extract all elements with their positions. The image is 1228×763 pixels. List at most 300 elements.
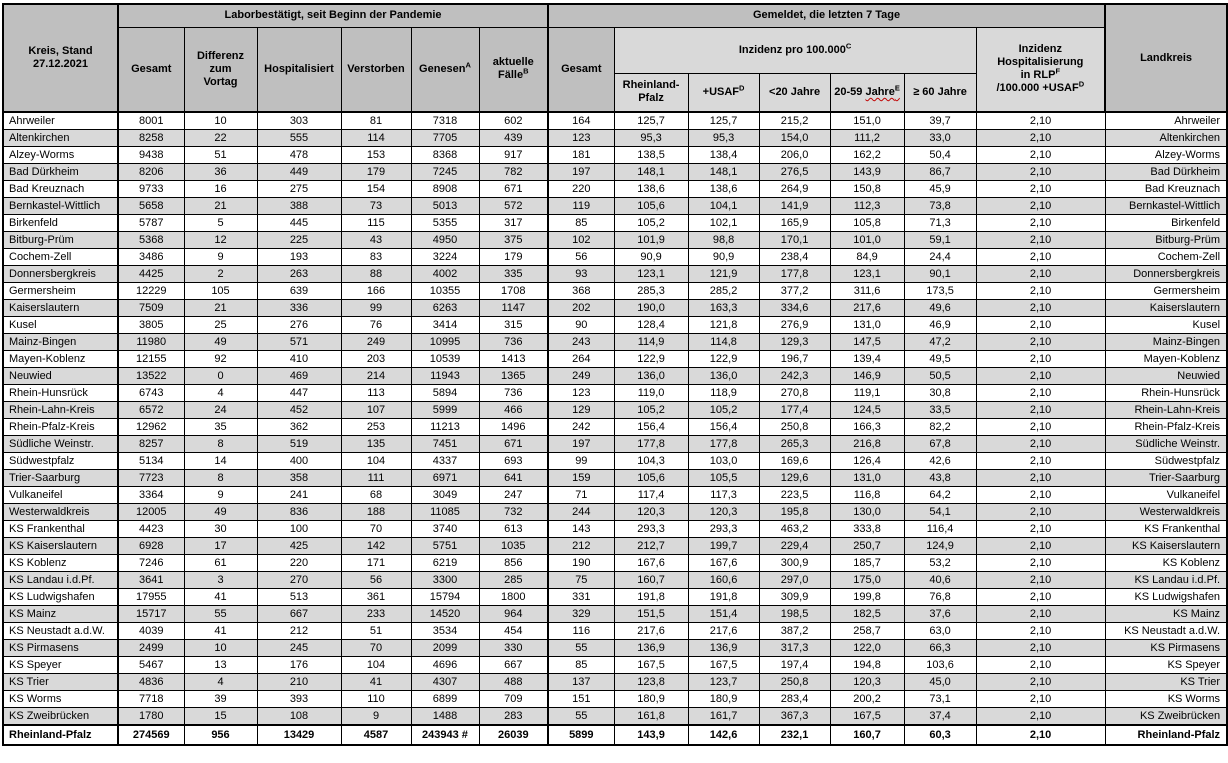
- cell-aktuelle-faelle: 602: [479, 112, 548, 130]
- cell-inzidenz-hospitalisierung: 2,10: [976, 555, 1105, 572]
- cell-inzidenz-hospitalisierung: 2,10: [976, 130, 1105, 147]
- cell-inzidenz-hospitalisierung: 2,10: [976, 334, 1105, 351]
- cell-inzidenz-ueber-60: 47,2: [904, 334, 976, 351]
- kreis-name: Mayen-Koblenz: [3, 351, 118, 368]
- cell-genesen: 11213: [411, 419, 479, 436]
- cell-aktuelle-faelle: 375: [479, 232, 548, 249]
- cell-inzidenz-rlp: 105,2: [614, 215, 688, 232]
- cell-inzidenz-ueber-60: 103,6: [904, 657, 976, 674]
- landkreis-name: KS Pirmasens: [1105, 640, 1227, 657]
- cell-hospitalisiert: 410: [257, 351, 341, 368]
- cell-differenz-vortag: 61: [184, 555, 257, 572]
- cell-genesen: 14520: [411, 606, 479, 623]
- cell-hospitalisiert: 225: [257, 232, 341, 249]
- cell-gesamt-7-tage: 116: [548, 623, 614, 640]
- landkreis-name: Germersheim: [1105, 283, 1227, 300]
- cell-inzidenz-hospitalisierung: 2,10: [976, 674, 1105, 691]
- cell-genesen: 8908: [411, 181, 479, 198]
- genesen-label: Genesen: [419, 62, 466, 75]
- cell-inzidenz-20-59: 105,8: [830, 215, 904, 232]
- cell-aktuelle-faelle: 641: [479, 470, 548, 487]
- cell-inzidenz-rlp: 293,3: [614, 521, 688, 538]
- cell-inzidenz-ueber-60: 76,8: [904, 589, 976, 606]
- cell-inzidenz-usaf: 104,1: [688, 198, 759, 215]
- col-usaf: [688, 73, 759, 112]
- table-row: [3, 436, 1227, 453]
- cell-inzidenz-usaf: 285,2: [688, 283, 759, 300]
- kreis-name: Rhein-Hunsrück: [3, 385, 118, 402]
- cell-inzidenz-hospitalisierung: 2,10: [976, 538, 1105, 555]
- cell-inzidenz-hospitalisierung: 2,10: [976, 385, 1105, 402]
- cell-gesamt-pandemie: 13522: [118, 368, 184, 385]
- cell-aktuelle-faelle: 736: [479, 385, 548, 402]
- cell-inzidenz-20-59: 101,0: [830, 232, 904, 249]
- cell-verstorben: 111: [341, 470, 411, 487]
- cell-differenz-vortag: 105: [184, 283, 257, 300]
- cell-inzidenz-ueber-60: 33,5: [904, 402, 976, 419]
- cell-gesamt-pandemie: 7723: [118, 470, 184, 487]
- table-row: [3, 725, 1227, 745]
- cell-aktuelle-faelle: 964: [479, 606, 548, 623]
- cell-inzidenz-ueber-60: 63,0: [904, 623, 976, 640]
- cell-inzidenz-ueber-60: 64,2: [904, 487, 976, 504]
- cell-inzidenz-unter-20: 129,6: [759, 470, 830, 487]
- cell-differenz-vortag: 16: [184, 181, 257, 198]
- cell-inzidenz-ueber-60: 54,1: [904, 504, 976, 521]
- cell-inzidenz-rlp: 105,6: [614, 470, 688, 487]
- cell-aktuelle-faelle: 693: [479, 453, 548, 470]
- table-row: [3, 708, 1227, 726]
- cell-inzidenz-20-59: 151,0: [830, 112, 904, 130]
- cell-differenz-vortag: 9: [184, 487, 257, 504]
- cell-inzidenz-20-59: 194,8: [830, 657, 904, 674]
- table-row: [3, 572, 1227, 589]
- cell-inzidenz-20-59: 119,1: [830, 385, 904, 402]
- cell-gesamt-7-tage: 159: [548, 470, 614, 487]
- cell-genesen: 1488: [411, 708, 479, 726]
- kreis-name: Donnersbergkreis: [3, 266, 118, 283]
- cell-aktuelle-faelle: 613: [479, 521, 548, 538]
- cell-inzidenz-ueber-60: 39,7: [904, 112, 976, 130]
- cell-differenz-vortag: 0: [184, 368, 257, 385]
- cell-inzidenz-usaf: 103,0: [688, 453, 759, 470]
- kreis-name: Vulkaneifel: [3, 487, 118, 504]
- cell-differenz-vortag: 2: [184, 266, 257, 283]
- cell-inzidenz-20-59: 167,5: [830, 708, 904, 726]
- col-20-59-jahre: [830, 73, 904, 112]
- cell-inzidenz-ueber-60: 50,4: [904, 147, 976, 164]
- cell-hospitalisiert: 13429: [257, 725, 341, 745]
- cell-inzidenz-unter-20: 223,5: [759, 487, 830, 504]
- cell-inzidenz-20-59: 126,4: [830, 453, 904, 470]
- cell-verstorben: 171: [341, 555, 411, 572]
- cell-inzidenz-hospitalisierung: 2,10: [976, 249, 1105, 266]
- table-row: [3, 385, 1227, 402]
- cell-gesamt-pandemie: 6572: [118, 402, 184, 419]
- cell-gesamt-7-tage: 5899: [548, 725, 614, 745]
- cell-inzidenz-unter-20: 276,9: [759, 317, 830, 334]
- cell-inzidenz-ueber-60: 66,3: [904, 640, 976, 657]
- cell-verstorben: 249: [341, 334, 411, 351]
- cell-inzidenz-hospitalisierung: 2,10: [976, 725, 1105, 745]
- cell-genesen: 243943 #: [411, 725, 479, 745]
- cell-inzidenz-ueber-60: 53,2: [904, 555, 976, 572]
- table-row: [3, 249, 1227, 266]
- cell-verstorben: 104: [341, 453, 411, 470]
- cell-gesamt-7-tage: 123: [548, 130, 614, 147]
- cell-gesamt-7-tage: 56: [548, 249, 614, 266]
- cell-gesamt-pandemie: 12962: [118, 419, 184, 436]
- cell-inzidenz-rlp: 167,6: [614, 555, 688, 572]
- cell-aktuelle-faelle: 671: [479, 181, 548, 198]
- cell-gesamt-pandemie: 9438: [118, 147, 184, 164]
- cell-inzidenz-unter-20: 265,3: [759, 436, 830, 453]
- col-genesen: [411, 27, 479, 112]
- landkreis-name: KS Mainz: [1105, 606, 1227, 623]
- cell-inzidenz-rlp: 125,7: [614, 112, 688, 130]
- cell-inzidenz-usaf: 199,7: [688, 538, 759, 555]
- differenz-line2: zum: [209, 62, 232, 75]
- cell-hospitalisiert: 449: [257, 164, 341, 181]
- cell-hospitalisiert: 452: [257, 402, 341, 419]
- cell-inzidenz-hospitalisierung: 2,10: [976, 232, 1105, 249]
- cell-gesamt-7-tage: 190: [548, 555, 614, 572]
- cell-gesamt-7-tage: 164: [548, 112, 614, 130]
- landkreis-name: KS Speyer: [1105, 657, 1227, 674]
- cell-verstorben: 253: [341, 419, 411, 436]
- cell-gesamt-7-tage: 331: [548, 589, 614, 606]
- cell-inzidenz-usaf: 95,3: [688, 130, 759, 147]
- cell-inzidenz-rlp: 123,8: [614, 674, 688, 691]
- cell-differenz-vortag: 21: [184, 198, 257, 215]
- table-row: [3, 112, 1227, 130]
- table-row: [3, 300, 1227, 317]
- cell-inzidenz-ueber-60: 37,4: [904, 708, 976, 726]
- cell-gesamt-7-tage: 71: [548, 487, 614, 504]
- cell-inzidenz-20-59: 111,2: [830, 130, 904, 147]
- cell-inzidenz-rlp: 114,9: [614, 334, 688, 351]
- cell-gesamt-7-tage: 55: [548, 708, 614, 726]
- cell-gesamt-pandemie: 12155: [118, 351, 184, 368]
- landkreis-name: Bernkastel-Wittlich: [1105, 198, 1227, 215]
- cell-inzidenz-ueber-60: 30,8: [904, 385, 976, 402]
- cell-inzidenz-hospitalisierung: 2,10: [976, 436, 1105, 453]
- cell-inzidenz-usaf: 121,9: [688, 266, 759, 283]
- cell-inzidenz-unter-20: 196,7: [759, 351, 830, 368]
- kreis-name: KS Speyer: [3, 657, 118, 674]
- cell-inzidenz-ueber-60: 37,6: [904, 606, 976, 623]
- cell-inzidenz-unter-20: 169,6: [759, 453, 830, 470]
- cell-gesamt-pandemie: 1780: [118, 708, 184, 726]
- cell-aktuelle-faelle: 1708: [479, 283, 548, 300]
- cell-inzidenz-hospitalisierung: 2,10: [976, 351, 1105, 368]
- cell-inzidenz-ueber-60: 86,7: [904, 164, 976, 181]
- cell-inzidenz-20-59: 333,8: [830, 521, 904, 538]
- cell-inzidenz-ueber-60: 49,5: [904, 351, 976, 368]
- cell-genesen: 6899: [411, 691, 479, 708]
- kreis-name: Südwestpfalz: [3, 453, 118, 470]
- cell-hospitalisiert: 400: [257, 453, 341, 470]
- cell-verstorben: 135: [341, 436, 411, 453]
- cell-verstorben: 56: [341, 572, 411, 589]
- cell-aktuelle-faelle: 1800: [479, 589, 548, 606]
- cell-inzidenz-20-59: 146,9: [830, 368, 904, 385]
- cell-gesamt-7-tage: 202: [548, 300, 614, 317]
- cell-hospitalisiert: 519: [257, 436, 341, 453]
- landkreis-name: Ahrweiler: [1105, 112, 1227, 130]
- landkreis-name: Vulkaneifel: [1105, 487, 1227, 504]
- cell-gesamt-7-tage: 143: [548, 521, 614, 538]
- cell-inzidenz-20-59: 250,7: [830, 538, 904, 555]
- cell-genesen: 5355: [411, 215, 479, 232]
- cell-verstorben: 110: [341, 691, 411, 708]
- cell-hospitalisiert: 210: [257, 674, 341, 691]
- landkreis-name: Südwestpfalz: [1105, 453, 1227, 470]
- cell-inzidenz-usaf: 156,4: [688, 419, 759, 436]
- kreis-name: Rhein-Lahn-Kreis: [3, 402, 118, 419]
- cell-differenz-vortag: 41: [184, 589, 257, 606]
- cell-inzidenz-20-59: 112,3: [830, 198, 904, 215]
- kreis-name: KS Koblenz: [3, 555, 118, 572]
- cell-inzidenz-rlp: 105,2: [614, 402, 688, 419]
- landkreis-name: Bitburg-Prüm: [1105, 232, 1227, 249]
- cell-inzidenz-usaf: 102,1: [688, 215, 759, 232]
- cell-inzidenz-usaf: 161,7: [688, 708, 759, 726]
- cell-inzidenz-hospitalisierung: 2,10: [976, 691, 1105, 708]
- cell-gesamt-pandemie: 5787: [118, 215, 184, 232]
- cell-hospitalisiert: 108: [257, 708, 341, 726]
- cell-inzidenz-rlp: 101,9: [614, 232, 688, 249]
- cell-hospitalisiert: 639: [257, 283, 341, 300]
- cell-gesamt-7-tage: 119: [548, 198, 614, 215]
- kreis-name: Rheinland-Pfalz: [3, 725, 118, 745]
- cell-inzidenz-hospitalisierung: 2,10: [976, 470, 1105, 487]
- cell-inzidenz-unter-20: 141,9: [759, 198, 830, 215]
- cell-genesen: 7245: [411, 164, 479, 181]
- cell-genesen: 6219: [411, 555, 479, 572]
- kreis-name: Südliche Weinstr.: [3, 436, 118, 453]
- cell-differenz-vortag: 49: [184, 504, 257, 521]
- cell-differenz-vortag: 51: [184, 147, 257, 164]
- cell-differenz-vortag: 9: [184, 249, 257, 266]
- cell-hospitalisiert: 245: [257, 640, 341, 657]
- cell-gesamt-7-tage: 243: [548, 334, 614, 351]
- cell-inzidenz-rlp: 136,0: [614, 368, 688, 385]
- aktuelle-footnote: B: [523, 66, 529, 76]
- cell-verstorben: 179: [341, 164, 411, 181]
- cell-inzidenz-rlp: 212,7: [614, 538, 688, 555]
- landkreis-name: Neuwied: [1105, 368, 1227, 385]
- cell-genesen: 4337: [411, 453, 479, 470]
- cell-inzidenz-unter-20: 300,9: [759, 555, 830, 572]
- cell-differenz-vortag: 30: [184, 521, 257, 538]
- cell-aktuelle-faelle: 488: [479, 674, 548, 691]
- cell-differenz-vortag: 24: [184, 402, 257, 419]
- cell-genesen: 4307: [411, 674, 479, 691]
- kreis-name: KS Pirmasens: [3, 640, 118, 657]
- cell-verstorben: 99: [341, 300, 411, 317]
- cell-inzidenz-usaf: 148,1: [688, 164, 759, 181]
- cell-hospitalisiert: 478: [257, 147, 341, 164]
- cell-gesamt-pandemie: 12005: [118, 504, 184, 521]
- cell-inzidenz-usaf: 136,9: [688, 640, 759, 657]
- cell-differenz-vortag: 14: [184, 453, 257, 470]
- col-rheinland-pfalz: [614, 73, 688, 112]
- cell-gesamt-7-tage: 197: [548, 436, 614, 453]
- cell-genesen: 8368: [411, 147, 479, 164]
- cell-verstorben: 51: [341, 623, 411, 640]
- cell-genesen: 3534: [411, 623, 479, 640]
- cell-inzidenz-unter-20: 232,1: [759, 725, 830, 745]
- cell-aktuelle-faelle: 454: [479, 623, 548, 640]
- table-row: [3, 538, 1227, 555]
- cell-inzidenz-rlp: 177,8: [614, 436, 688, 453]
- cell-inzidenz-rlp: 90,9: [614, 249, 688, 266]
- cell-inzidenz-20-59: 200,2: [830, 691, 904, 708]
- cell-inzidenz-rlp: 191,8: [614, 589, 688, 606]
- jahre-20-59-word: Jahre: [865, 85, 895, 98]
- cell-hospitalisiert: 358: [257, 470, 341, 487]
- cell-aktuelle-faelle: 335: [479, 266, 548, 283]
- cell-inzidenz-usaf: 98,8: [688, 232, 759, 249]
- cell-gesamt-pandemie: 8257: [118, 436, 184, 453]
- cell-verstorben: 41: [341, 674, 411, 691]
- cell-inzidenz-usaf: 293,3: [688, 521, 759, 538]
- table-row: [3, 368, 1227, 385]
- cell-differenz-vortag: 5: [184, 215, 257, 232]
- kreis-name: Trier-Saarburg: [3, 470, 118, 487]
- cell-aktuelle-faelle: 317: [479, 215, 548, 232]
- cell-inzidenz-rlp: 122,9: [614, 351, 688, 368]
- cell-gesamt-7-tage: 90: [548, 317, 614, 334]
- cell-differenz-vortag: 35: [184, 419, 257, 436]
- table-row: [3, 266, 1227, 283]
- cell-inzidenz-usaf: 160,6: [688, 572, 759, 589]
- cell-genesen: 3414: [411, 317, 479, 334]
- cell-gesamt-pandemie: 3486: [118, 249, 184, 266]
- landkreis-name: Rhein-Hunsrück: [1105, 385, 1227, 402]
- cell-inzidenz-ueber-60: 33,0: [904, 130, 976, 147]
- cell-inzidenz-unter-20: 242,3: [759, 368, 830, 385]
- cell-inzidenz-20-59: 120,3: [830, 674, 904, 691]
- landkreis-name: Mayen-Koblenz: [1105, 351, 1227, 368]
- landkreis-name: KS Landau i.d.Pf.: [1105, 572, 1227, 589]
- cell-inzidenz-hospitalisierung: 2,10: [976, 147, 1105, 164]
- cell-verstorben: 113: [341, 385, 411, 402]
- cell-inzidenz-20-59: 217,6: [830, 300, 904, 317]
- cell-inzidenz-unter-20: 367,3: [759, 708, 830, 726]
- cell-inzidenz-ueber-60: 82,2: [904, 419, 976, 436]
- cell-inzidenz-hospitalisierung: 2,10: [976, 198, 1105, 215]
- col-gesamt-pandemie: Gesamt: [118, 27, 184, 112]
- cell-inzidenz-rlp: 128,4: [614, 317, 688, 334]
- cell-inzidenz-ueber-60: 24,4: [904, 249, 976, 266]
- landkreis-name: Trier-Saarburg: [1105, 470, 1227, 487]
- cell-inzidenz-hospitalisierung: 2,10: [976, 283, 1105, 300]
- landkreis-name: Südliche Weinstr.: [1105, 436, 1227, 453]
- cell-aktuelle-faelle: 856: [479, 555, 548, 572]
- inzidenz-label: Inzidenz pro 100.000: [738, 43, 846, 56]
- cell-inzidenz-unter-20: 250,8: [759, 419, 830, 436]
- kreis-name: Neuwied: [3, 368, 118, 385]
- kreis-name: Mainz-Bingen: [3, 334, 118, 351]
- cell-inzidenz-hospitalisierung: 2,10: [976, 453, 1105, 470]
- jahre-20-59-prefix: 20-59: [834, 85, 866, 98]
- cell-gesamt-7-tage: 220: [548, 181, 614, 198]
- col-unter-20-jahre: <20 Jahre: [759, 73, 830, 112]
- table-row: [3, 283, 1227, 300]
- cell-gesamt-7-tage: 151: [548, 691, 614, 708]
- cell-verstorben: 214: [341, 368, 411, 385]
- cell-hospitalisiert: 388: [257, 198, 341, 215]
- cell-inzidenz-ueber-60: 116,4: [904, 521, 976, 538]
- cell-hospitalisiert: 362: [257, 419, 341, 436]
- cell-inzidenz-usaf: 105,5: [688, 470, 759, 487]
- cell-differenz-vortag: 8: [184, 470, 257, 487]
- kreis-name: Altenkirchen: [3, 130, 118, 147]
- cell-hospitalisiert: 276: [257, 317, 341, 334]
- cell-aktuelle-faelle: 315: [479, 317, 548, 334]
- cell-inzidenz-20-59: 160,7: [830, 725, 904, 745]
- cell-inzidenz-rlp: 117,4: [614, 487, 688, 504]
- cell-inzidenz-usaf: 90,9: [688, 249, 759, 266]
- cell-hospitalisiert: 336: [257, 300, 341, 317]
- differenz-line1: Differenz: [196, 49, 245, 62]
- kreis-name: KS Trier: [3, 674, 118, 691]
- cell-hospitalisiert: 263: [257, 266, 341, 283]
- cell-differenz-vortag: 13: [184, 657, 257, 674]
- cell-aktuelle-faelle: 283: [479, 708, 548, 726]
- cell-inzidenz-rlp: 104,3: [614, 453, 688, 470]
- landkreis-name: Cochem-Zell: [1105, 249, 1227, 266]
- cell-inzidenz-usaf: 191,8: [688, 589, 759, 606]
- landkreis-name: KS Frankenthal: [1105, 521, 1227, 538]
- cell-genesen: 4950: [411, 232, 479, 249]
- table-row: [3, 402, 1227, 419]
- kreis-name: KS Landau i.d.Pf.: [3, 572, 118, 589]
- cell-inzidenz-hospitalisierung: 2,10: [976, 215, 1105, 232]
- cell-verstorben: 203: [341, 351, 411, 368]
- landkreis-name: Altenkirchen: [1105, 130, 1227, 147]
- cell-aktuelle-faelle: 1365: [479, 368, 548, 385]
- cell-inzidenz-20-59: 182,5: [830, 606, 904, 623]
- cell-verstorben: 81: [341, 112, 411, 130]
- kreis-name: KS Neustadt a.d.W.: [3, 623, 118, 640]
- cell-inzidenz-ueber-60: 43,8: [904, 470, 976, 487]
- col-aktuelle-faelle: [479, 27, 548, 112]
- cell-aktuelle-faelle: 1147: [479, 300, 548, 317]
- table-row: [3, 215, 1227, 232]
- cell-gesamt-7-tage: 85: [548, 215, 614, 232]
- cell-inzidenz-20-59: 166,3: [830, 419, 904, 436]
- cell-aktuelle-faelle: 439: [479, 130, 548, 147]
- cell-differenz-vortag: 17: [184, 538, 257, 555]
- cell-gesamt-pandemie: 7246: [118, 555, 184, 572]
- cell-gesamt-7-tage: 244: [548, 504, 614, 521]
- cell-inzidenz-usaf: 217,6: [688, 623, 759, 640]
- cell-inzidenz-rlp: 105,6: [614, 198, 688, 215]
- cell-aktuelle-faelle: 709: [479, 691, 548, 708]
- cell-gesamt-7-tage: 197: [548, 164, 614, 181]
- cell-genesen: 2099: [411, 640, 479, 657]
- cell-inzidenz-rlp: 156,4: [614, 419, 688, 436]
- cell-genesen: 6971: [411, 470, 479, 487]
- cell-inzidenz-20-59: 175,0: [830, 572, 904, 589]
- cell-gesamt-7-tage: 99: [548, 453, 614, 470]
- kreis-name: KS Ludwigshafen: [3, 589, 118, 606]
- cell-verstorben: 88: [341, 266, 411, 283]
- cell-hospitalisiert: 176: [257, 657, 341, 674]
